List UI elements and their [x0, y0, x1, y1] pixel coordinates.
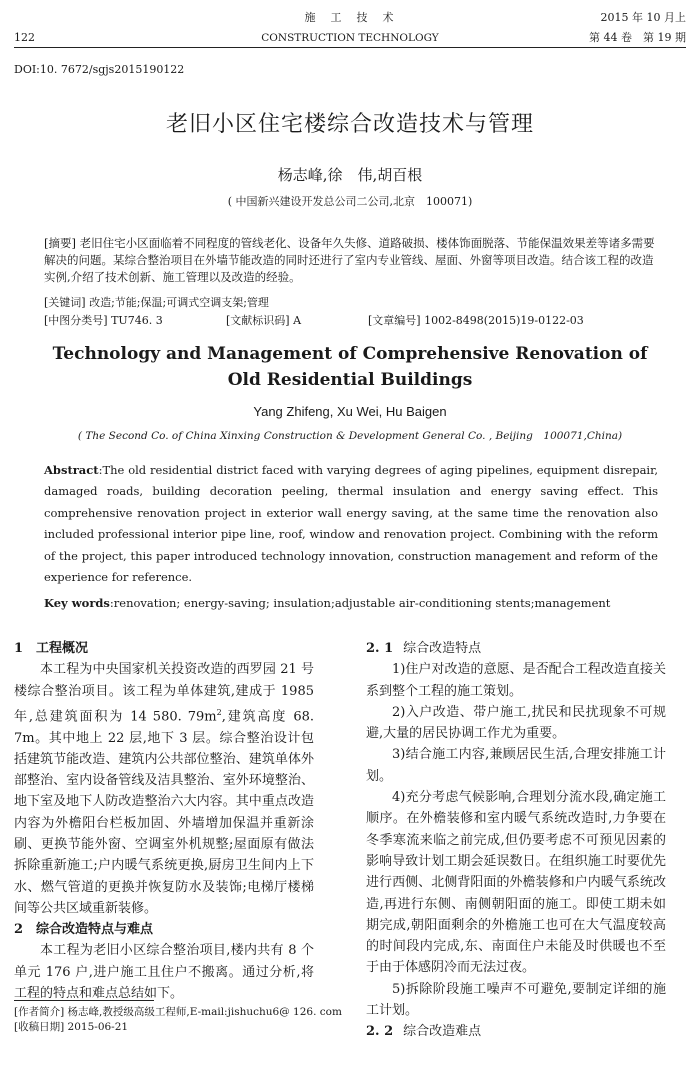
doc-code-label: [文献标识码] — [226, 314, 290, 327]
section-1-text-b: ,建筑高度 68. 7m。其中地上 22 层,地下 3 层。综合整治设计包括建筑节能改造、建筑内公共部位整治、建筑单体外部整治、室内设备管线及洁具整治、室外环境整治、地下室及地下人防改造整治六大内容。其中重点改造内容为外檐阳台栏板加固、外墙增加保温并重新涂刷、更换节能外窗、空调室外机规整;屋面原有做法拆除重新施工;户内暖气系统更换,厨房卫生间内上下水、燃气管道的更换并恢复防水及装饰;电梯厅楼梯间等公共区域重新装修。 — [14, 709, 314, 916]
journal-title-en: CONSTRUCTION TECHNOLOGY — [261, 32, 439, 44]
keywords-cn-text: 改造;节能;保温;可调式空调支架;管理 — [89, 296, 269, 309]
footnote-rule — [14, 1000, 154, 1001]
body-right-column — [366, 638, 666, 1043]
footnote-received-text: 2015-06-21 — [67, 1021, 129, 1033]
issue-date: 2015 年 10 月上 — [600, 11, 686, 24]
doc-code-value: A — [293, 314, 302, 327]
affiliation-en: ( The Second Co. of China Xinxing Construction & Development General Co. , Beijing 100071,China) — [77, 430, 623, 442]
footnote-received — [14, 1020, 128, 1035]
footnote-author — [14, 1005, 342, 1020]
footnote-author-text: 杨志峰,教授级高级工程师,E-mail:jishuchu6@ 126. com — [67, 1006, 342, 1018]
authors-cn: 杨志峰,徐 伟,胡百根 — [277, 166, 423, 184]
abstract-cn — [44, 235, 658, 286]
abstract-en — [44, 460, 658, 588]
body-left-column — [14, 638, 314, 1004]
affiliation-cn: ( 中国新兴建设开发总公司二公司,北京 100071) — [227, 195, 473, 208]
header-rule — [14, 47, 686, 48]
keywords-en-label: Key words — [44, 596, 110, 610]
superscript: 2 — [216, 707, 222, 717]
doc-code — [226, 313, 301, 329]
section-2-1-heading — [366, 638, 666, 659]
abstract-cn-text: 老旧住宅小区面临着不同程度的管线老化、设备年久失修、道路破损、楼体饰面脱落、节能保温效果差等诸多需要解决的问题。某综合整治项目在外墙节能改造的同时还进行了室内专业管线、屋面、外窗等项目改造。结合该工程的改造实例,介绍了技术创新、施工管理以及改造的经验。 — [44, 236, 655, 284]
title-cn: 老旧小区住宅楼综合改造技术与管理 — [165, 112, 534, 137]
article-number-label: [文章编号] — [368, 314, 421, 327]
list-item: 5)拆除阶段施工噪声不可避免,要制定详细的施工计划。 — [366, 981, 666, 1019]
section-2-heading: 2 综合改造特点与难点 — [14, 922, 154, 938]
abstract-en-label: Abstract — [44, 463, 99, 477]
keywords-cn-label: [关键词] — [44, 296, 86, 309]
section-2-1-number: 2. 1 — [366, 641, 394, 656]
section-2-paragraph: 本工程为老旧小区综合整治项目,楼内共有 8 个单元 176 户,进户施工且住户不搬离。通过分析,将工程的特点和难点总结如下。 — [14, 943, 314, 1002]
section-2-2-number: 2. 2 — [366, 1024, 394, 1040]
section-1-heading: 1 工程概况 — [14, 641, 89, 656]
title-en-line2: Old Residential Buildings — [227, 370, 473, 390]
journal-title-cn: 施 工 技 术 — [304, 11, 396, 24]
clc-value: TU746. 3 — [111, 314, 163, 327]
list-item: 4)充分考虑气候影响,合理划分流水段,确定施工顺序。在外檐装修和室内暖气系统改造时,力争要在冬季寒流来临之前完成,但仍要考虑不可预见因素的影响导致计划工期会延误数日。在组织施工时要优先进行西侧、北侧背阳面的外檐装修和户内暖气系统改造,再进行东侧、南侧朝阳面的施工。即使工期未如期完成,朝阳面剩余的外檐施工也可在大气温度较高的时间段内完成,东、南面住户未能及时供暖也不至于由于体感阴冷而无法过夜。 — [366, 790, 666, 976]
section-1-paragraph — [14, 659, 314, 919]
authors-en: Yang Zhifeng, Xu Wei, Hu Baigen — [253, 404, 447, 419]
footnote-received-label: [收稿日期] — [14, 1021, 65, 1033]
section-2-2-heading — [366, 1021, 666, 1042]
keywords-en — [44, 596, 674, 610]
article-number — [368, 313, 584, 329]
section-1-text-a: 本工程为中央国家机关投资改造的西罗园 21 号楼综合整治项目。该工程为单体建筑,建成于 1985 年,总建筑面积为 14 580. 79m — [14, 662, 314, 725]
section-2-2-title: 综合改造难点 — [403, 1024, 482, 1040]
clc-number — [44, 313, 163, 329]
page-number: 122 — [14, 31, 35, 44]
footnote-author-label: [作者简介] — [14, 1006, 65, 1018]
abstract-cn-label: [摘要] — [44, 236, 76, 250]
list-item: 2)入户改造、带户施工,扰民和民扰现象不可规避,大量的居民协调工作尤为重要。 — [366, 704, 666, 742]
volume-issue: 第 44 卷 第 19 期 — [589, 31, 686, 44]
clc-label: [中图分类号] — [44, 314, 108, 327]
title-en-line1: Technology and Management of Comprehensive Renovation of — [52, 344, 648, 364]
list-item: 3)结合施工内容,兼顾居民生活,合理安排施工计划。 — [366, 747, 666, 784]
section-2-1-title: 综合改造特点 — [403, 641, 482, 656]
list-item: 1)住户对改造的意愿、是否配合工程改造直接关系到整个工程的施工策划。 — [366, 662, 666, 699]
doi: DOI:10. 7672/sgjs2015190122 — [14, 63, 185, 76]
keywords-cn — [44, 295, 269, 311]
abstract-en-text: :The old residential district faced with varying degrees of aging pipelines, equipment disrepair, damaged roads, building decoration peeling, thermal insulation and energy saving effect. This comprehensive renovation project in exterior wall energy saving, at the same time the renovation also included professional interior pipe line, roof, window and renovation project. Combining with the reform of the project, this paper introduced technology innovation, construction management and reform of the experience for reference. — [44, 463, 658, 585]
article-number-value: 1002-8498(2015)19-0122-03 — [424, 314, 584, 327]
keywords-en-text: :renovation; energy-saving; insulation;adjustable air-conditioning stents;management — [109, 596, 611, 610]
